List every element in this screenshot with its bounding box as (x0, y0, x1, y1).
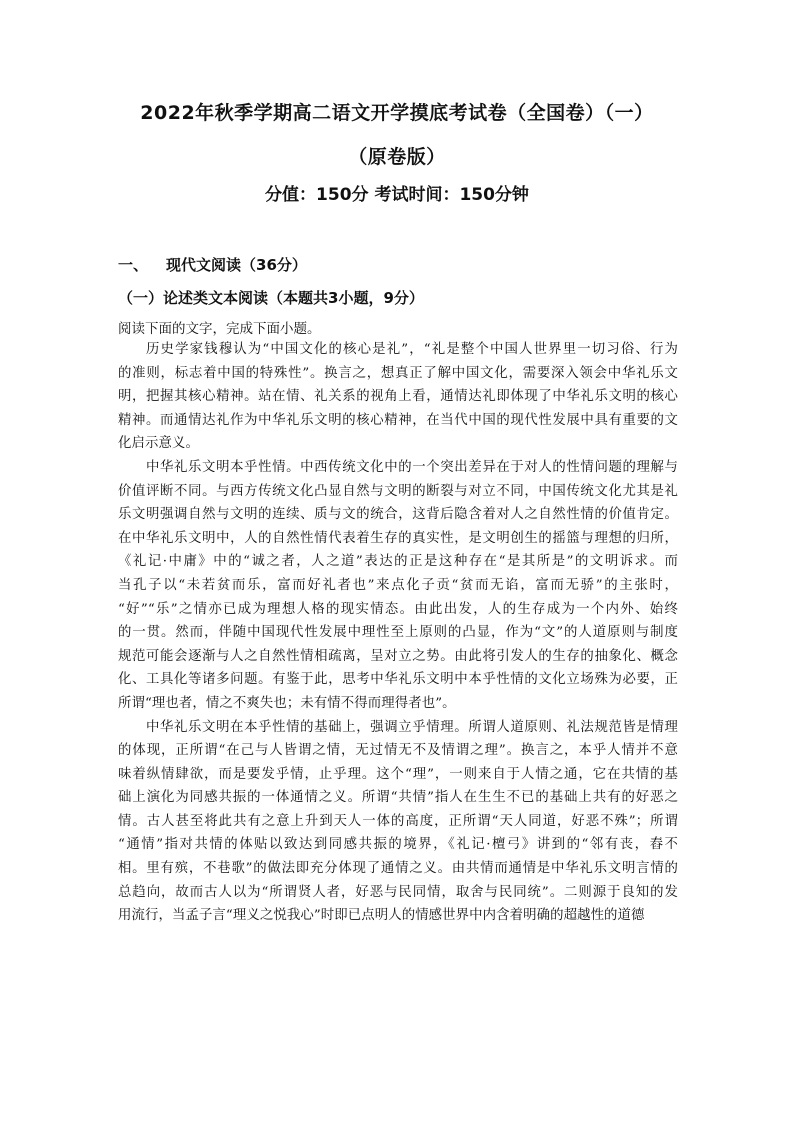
passage-paragraph (118, 716, 678, 928)
reading-instruction: 阅读下面的文字，完成下面小题。 (118, 321, 321, 337)
sub-section-heading: （一）论述类文本阅读（本题共3小题，9分） (118, 289, 424, 307)
paragraph-line: 的体现，正所谓“在己与人皆谓之情，无过情无不及情谓之理”。换言之，本乎人情并不意 (118, 743, 678, 759)
exam-title: 2022年秋季学期高二语文开学摸底考试卷（全国卷）（一） (140, 102, 654, 124)
section-number: 一、 (118, 256, 149, 274)
passage-paragraph (118, 456, 678, 716)
paragraph-line: 明，把握其核心精神。站在情、礼关系的视角上看，通情达礼即体现了中华礼乐文明的核心 (118, 389, 678, 405)
paragraph-line: 在中华礼乐文明中，人的自然性情代表着生存的真实性，是文明创生的摇篮与理想的归所， (118, 530, 678, 546)
paragraph-line: 相。里有殡，不巷歌”的做法即充分体现了通情之义。由共情而通情是中华礼乐文明言情的 (118, 861, 678, 877)
paragraph-line: 所谓“理也者，情之不爽失也；未有情不得而理得者也”。 (118, 695, 456, 711)
paragraph-line: 础上演化为同感共振的一体通情之义。所谓“共情”指人在生生不已的基础上共有的好恶之 (118, 790, 678, 806)
paragraph-line: 化、工具化等诸多问题。有鉴于此，思考中华礼乐文明中本乎性情的文化立场殊为必要，正 (118, 672, 678, 688)
paragraph-line: 价值评断不同。与西方传统文化凸显自然与文明的断裂与对立不同，中国传统文化尤其是礼 (118, 483, 678, 499)
paragraph-line: “通情”指对共情的体贴以致达到同感共振的境界，《礼记·檀弓》讲到的“邻有丧，舂不 (118, 837, 678, 853)
paragraph-line: 乐文明强调自然与文明的连续、质与文的统合，这背后隐含着对人之自然性情的价值肯定。 (118, 507, 678, 523)
section-title: 现代文阅读（36分） (166, 256, 307, 274)
paragraph-line: 的一贯。然而，伴随中国现代性发展中理性至上原则的凸显，作为“文”的人道原则与制度 (118, 625, 678, 641)
paragraph-line: 用流行，当孟子言“理义之悦我心”时即已点明人的情感世界中内含着明确的超越性的道德 (118, 908, 645, 924)
paragraph-line: 化启示意义。 (118, 436, 199, 452)
paragraph-line: 中华礼乐文明在本乎性情的基础上，强调立乎情理。所谓人道原则、礼法规范皆是情理 (146, 719, 678, 735)
paragraph-line: 精神。而通情达礼作为中华礼乐文明的核心精神，在当代中国的现代性发展中具有重要的文 (118, 412, 678, 428)
passage-body (118, 338, 678, 928)
paragraph-line: 总趋向，故而古人以为“所谓贤人者，好恶与民同情，取舍与民同统”。二则源于良知的发 (118, 884, 678, 900)
passage-paragraph (118, 338, 678, 456)
paragraph-line: 情。古人甚至将此共有之意上升到天人一体的高度，正所谓“天人同道，好恶不殊”；所谓 (118, 813, 678, 829)
paragraph-line: 当孔子以“未若贫而乐，富而好礼者也”来点化子贡“贫而无谄，富而无骄”的主张时， (118, 577, 678, 593)
paragraph-line: “好”“乐”之情亦已成为理想人格的现实情态。由此出发，人的生存成为一个内外、始终 (118, 601, 678, 617)
paragraph-line: 《礼记·中庸》中的“诚之者，人之道”表达的正是这种存在“是其所是”的文明诉求。而 (118, 554, 678, 570)
exam-meta: 分值：150分 考试时间：150分钟 (265, 185, 529, 205)
paragraph-line: 味着纵情肆欲，而是要发乎情，止乎理。这个“理”，一则来自于人情之通，它在共情的基 (118, 766, 678, 782)
paragraph-line: 的准则，标志着中国的特殊性”。换言之，想真正了解中国文化，需要深入领会中华礼乐文 (118, 365, 678, 381)
exam-subtitle: （原卷版） (348, 146, 446, 168)
paragraph-line: 中华礼乐文明本乎性情。中西传统文化中的一个突出差异在于对人的性情问题的理解与 (146, 459, 678, 475)
paragraph-line: 历史学家钱穆认为“中国文化的核心是礼”，“礼是整个中国人世界里一切习俗、行为 (146, 342, 678, 357)
paragraph-line: 规范可能会逐渐与人之自然性情相疏离，呈对立之势。由此将引发人的生存的抽象化、概念 (118, 648, 678, 664)
section-heading (118, 254, 307, 275)
